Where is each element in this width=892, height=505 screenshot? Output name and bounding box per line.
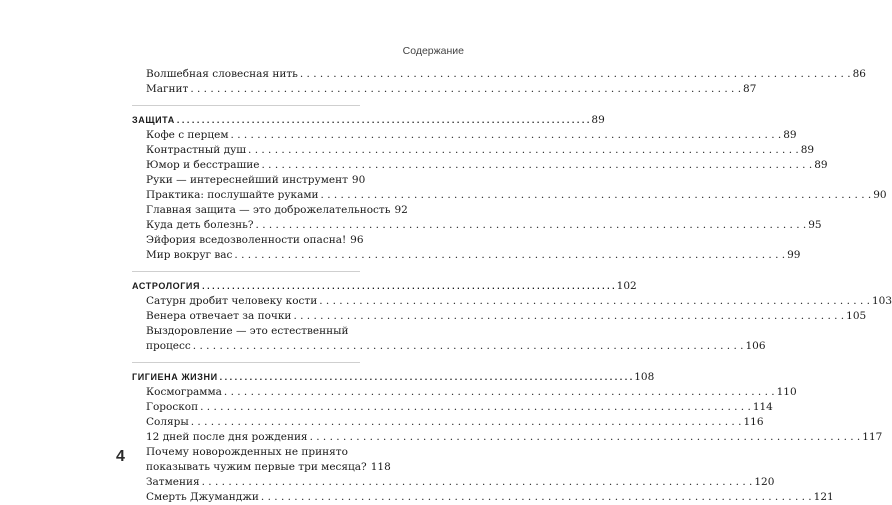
leader-dots [248, 143, 799, 158]
toc-entry-title: 12 дней после дня рождения [146, 431, 308, 443]
toc-entry-title: процесс [146, 340, 191, 352]
toc-entry[interactable] [132, 188, 887, 203]
leader-dots [193, 339, 744, 354]
toc-entry-title: Венера отвечает за почки [146, 310, 292, 322]
toc-entry-title: Главная защита — это доброжелательность [146, 204, 391, 216]
leader-dots [310, 430, 861, 445]
toc-section-page: 102 [616, 280, 637, 292]
toc-entry[interactable] [132, 248, 801, 263]
toc-entry-title: Космограмма [146, 386, 222, 398]
leader-dots [177, 113, 590, 128]
toc-entry[interactable] [132, 430, 883, 445]
toc-entry-page: 118 [370, 461, 391, 473]
toc-entry[interactable] [132, 490, 834, 505]
leader-dots [321, 188, 872, 203]
toc-section-astrologiya[interactable] [132, 279, 637, 294]
toc-entry-page: 90 [873, 189, 887, 201]
toc-entry[interactable] [132, 309, 867, 324]
leader-dots [300, 67, 851, 82]
leader-dots [200, 400, 751, 415]
toc-entry-page: 114 [752, 401, 773, 413]
toc-entry[interactable] [132, 67, 866, 82]
toc-entry[interactable] [132, 475, 775, 490]
toc-section-gigiena-zhizni[interactable] [132, 370, 655, 385]
leader-dots [191, 415, 742, 430]
toc-section-title: ГИГИЕНА ЖИЗНИ [132, 372, 218, 382]
toc-entry-page: 106 [745, 340, 766, 352]
toc-entry-page: 96 [350, 234, 364, 246]
toc-entry[interactable] [132, 173, 366, 188]
running-head: Содержание [402, 45, 464, 57]
toc-entry-title: Эйфория вседозволенности опасна! [146, 234, 347, 246]
toc-entry[interactable] [132, 385, 797, 400]
toc-section-title: АСТРОЛОГИЯ [132, 281, 201, 291]
toc-entry[interactable] [132, 339, 766, 354]
toc-entry-line1[interactable]: Почему новорожденных не принято [146, 446, 348, 458]
toc-entry-page: 99 [787, 249, 801, 261]
toc-entry-page: 95 [808, 219, 822, 231]
toc-section-page: 108 [634, 371, 655, 383]
leader-dots [202, 279, 615, 294]
toc-entry-title: Магнит [146, 83, 189, 95]
toc-entry[interactable] [132, 203, 408, 218]
toc-entry-title: Юмор и бесстрашие [146, 159, 260, 171]
page-number: 4 [116, 448, 125, 465]
section-divider [132, 271, 360, 272]
toc-entry-page: 121 [813, 491, 834, 503]
toc-entry-page: 103 [871, 295, 892, 307]
toc-entry-title: Мир вокруг вас [146, 249, 233, 261]
toc-entry[interactable] [132, 143, 815, 158]
toc-section-zashchita[interactable] [132, 113, 605, 128]
leader-dots [261, 158, 812, 173]
leader-dots [261, 490, 812, 505]
toc-entry-line1[interactable]: Выздоровление — это естественный [146, 325, 349, 337]
toc-entry[interactable] [132, 128, 797, 143]
toc-entry-page: 89 [783, 129, 797, 141]
toc-entry[interactable] [132, 82, 757, 97]
leader-dots [190, 82, 741, 97]
toc-entry[interactable] [132, 415, 764, 430]
toc-entry-title: Кофе с перцем [146, 129, 229, 141]
toc-entry-title: Волшебная словесная нить [146, 68, 298, 80]
toc-entry[interactable] [132, 460, 391, 475]
toc-entry-page: 116 [743, 416, 764, 428]
toc-entry-title: Гороскоп [146, 401, 199, 413]
toc-entry-title: показывать чужим первые три месяца? [146, 461, 367, 473]
section-divider [132, 362, 360, 363]
leader-dots [202, 475, 753, 490]
toc-entry-page: 117 [862, 431, 883, 443]
toc-section-page: 89 [591, 114, 605, 126]
toc-entry-page: 89 [814, 159, 828, 171]
section-divider [132, 105, 360, 106]
toc-entry-title: Смерть Джуманджи [146, 491, 259, 503]
toc-entry-title: Соляры [146, 416, 189, 428]
toc-section-title: ЗАЩИТА [132, 115, 175, 125]
leader-dots [293, 309, 844, 324]
toc-entry-page: 120 [754, 476, 775, 488]
toc-entry[interactable] [132, 233, 364, 248]
leader-dots [224, 385, 775, 400]
toc-entry-title: Сатурн дробит человеку кости [146, 295, 318, 307]
toc-entry-title: Куда деть болезнь? [146, 219, 254, 231]
leader-dots [319, 294, 870, 309]
leader-dots [231, 128, 782, 143]
toc-entry[interactable] [132, 158, 828, 173]
toc-entry-page: 105 [846, 310, 867, 322]
table-of-contents [132, 67, 892, 505]
toc-entry-page: 92 [394, 204, 408, 216]
toc-entry-page: 89 [800, 144, 815, 156]
toc-entry-page: 110 [776, 386, 797, 398]
toc-entry[interactable] [132, 294, 892, 309]
toc-entry-title: Практика: послушайте руками [146, 189, 319, 201]
toc-entry-title: Руки — интереснейший инструмент [146, 174, 348, 186]
leader-dots [220, 370, 633, 385]
toc-entry-page: 90 [351, 174, 366, 186]
toc-entry[interactable] [132, 218, 822, 233]
toc-entry-title: Контрастный душ [146, 144, 247, 156]
toc-entry-page: 86 [852, 68, 866, 80]
leader-dots [234, 248, 785, 263]
toc-entry-page: 87 [743, 83, 757, 95]
leader-dots [256, 218, 807, 233]
toc-entry[interactable] [132, 400, 773, 415]
toc-entry-title: Затмения [146, 476, 200, 488]
